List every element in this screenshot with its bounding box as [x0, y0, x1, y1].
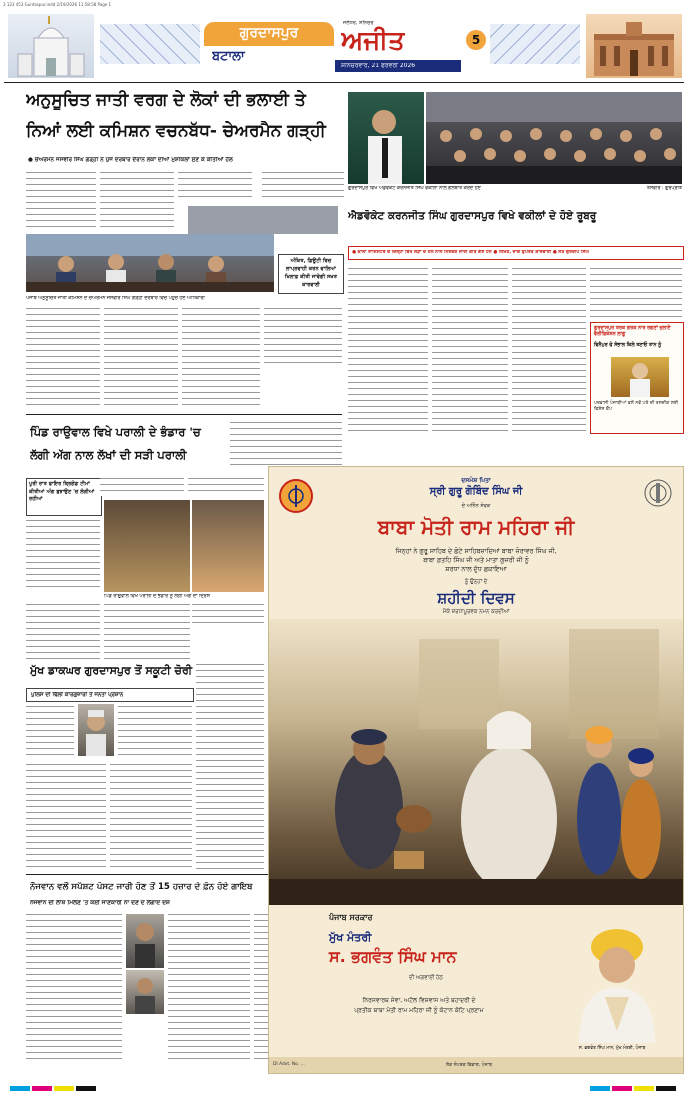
theft-portrait [78, 704, 114, 756]
ad-footer-bar [269, 1057, 683, 1073]
masthead-rule [4, 82, 684, 83]
ad-occasion-intro: ਨੂੰ ਉਨ੍ਹਾਂ ਦੇ [464, 579, 488, 585]
section-rule [26, 414, 342, 415]
youth-body-col2 [168, 912, 250, 1062]
print-slug: 3 123 453 Gurdaspur.indd 2/19/2026 11:58:58 Page 1 [3, 2, 112, 7]
title-block [335, 18, 461, 74]
notice-strip [348, 246, 684, 260]
temple-illustration-left [8, 14, 94, 78]
fire-photo-left [104, 500, 190, 592]
cm-portrait-image [559, 913, 675, 1043]
notice-box-title: ਗੁਰਦਾਸਪੁਰ ਤਰਕ ਗਰਕ ਨਾਰ ਰਗਣਾਂ ਜੁਲਾਏ ਵੈਰੀਫਿਕੇਸ਼ਨ ਲਾਗੂ [594, 326, 671, 338]
ad-occasion-suffix: ਮੌਕੇ ਸ਼ਰਧਾਪੂਰਵਕ ਨਮਨ ਕਰਦੀਆਂ [442, 609, 510, 615]
advocate-photo-left [348, 92, 424, 184]
notice-box-inset-headline: ਵਿਨੈਪੁਰ ਫੇ ਸੰਭਾਲ ਕਿਲੇ ਤਣਾਓ ਤਾਨ ਨੂੰ [594, 343, 662, 348]
ad-closing-line2: ਪ੍ਰਤੀਕ ਬਾਬਾ ਮੋਤੀ ਰਾਮ ਮਹਿਰਾ ਜੀ ਨੂੰ ਕੋਟਾਨ ਕੋਟਿ ਪ੍ਰਣਾਮ [354, 1007, 484, 1014]
fire-kicker-box [26, 478, 102, 516]
youth-subhead: ਨੌਜਵਾਨ ਦੀ ਲਾਸ਼ ਮਿਲਣ 'ਤੇ ਕੋਈ ਜਾਣਕਾਰੀ ਨਾ ਦੇਣ ਦੇ ਲਗਾਏ ਦੋਸ਼ [30, 900, 170, 906]
fire-body-col2 [188, 476, 264, 496]
theft-kicker: ਪੁਲਿਸ ਦੀ ਢਿੱਲੀ ਕਾਰਗੁਜ਼ਾਰੀ ਤੋਂ ਜਨਤਾ ਪ੍ਰੇਸ਼ਾਨ [31, 692, 124, 698]
theft-body-col1 [26, 704, 74, 758]
advocate-caption-right: ਤਸਵੀਰ : ਗੁਰਪ੍ਰੀਤ [646, 186, 682, 191]
theft-body-col6 [110, 762, 192, 870]
ad-painting-image [269, 619, 683, 905]
main-body-col5 [26, 306, 100, 410]
theft-body-col3 [196, 662, 264, 870]
page-number: 5 [471, 33, 481, 47]
main-inset-quote-box [278, 254, 344, 294]
fire-kicker: ਪੂਰੀ ਰਾਤ ਫਾਇਰ ਬ੍ਰਿਗੇਡ ਟੀਮਾਂ ਕੀਤੀਆਂ ਅੱਗ ਬੁਝਾਉਣ 'ਚ ਲੱਗੀਆਂ ਰਹੀਆਂ [29, 481, 95, 502]
youth-photo-2 [126, 970, 164, 1014]
main-headline-line1: ਅਨੁਸੂਚਿਤ ਜਾਤੀ ਵਰਗ ਦੇ ਲੋਕਾਂ ਦੀ ਭਲਾਈ ਤੇ [26, 90, 306, 110]
fire-body-col1 [100, 476, 184, 496]
ad-footer-code: DI Advt. No. ... [273, 1062, 305, 1067]
registration-bar [0, 1078, 687, 1086]
ad-hero-name: ਬਾਬਾ ਮੋਤੀ ਰਾਮ ਮਹਿਰਾ ਜੀ [377, 515, 575, 539]
ad-portrait-caption: ਸ. ਭਗਵੰਤ ਸਿੰਘ ਮਾਨ, ਮੁੱਖ ਮੰਤਰੀ, ਪੰਜਾਬ [578, 1046, 646, 1051]
monument-illustration-right [586, 14, 682, 78]
masthead-paper-title: ਅਜੀਤ [341, 26, 405, 56]
advocate-body-col2 [432, 266, 508, 432]
main-photo [26, 234, 274, 292]
masthead-date: ਸ਼ਨਿਚਰਵਾਰ, 21 ਫਰਵਰੀ 2026 [341, 63, 416, 69]
advocate-photo-right-image [426, 92, 682, 184]
main-body-col1 [26, 170, 96, 228]
youth-body-col1 [26, 912, 122, 1062]
main-body-col3 [178, 170, 252, 200]
ad-painting [269, 619, 683, 905]
ad-tribute-line2: ਬਾਬਾ ਫ਼ਤਹਿ ਸਿੰਘ ਜੀ ਅਤੇ ਮਾਤਾ ਗੁਜਰੀ ਜੀ ਨੂੰ [423, 556, 529, 564]
youth-photo-1-image [126, 914, 164, 968]
main-photo-image [26, 234, 274, 292]
ad-occasion: ਸ਼ਹੀਦੀ ਦਿਵਸ [437, 589, 515, 607]
ad-connector: ਦੇ ਅਨਿੰਨ ਸੇਵਕ [461, 503, 491, 509]
ad-tribute-line1: ਜਿਨ੍ਹਾਂ ਨੇ ਗੁਰੂ ਸਾਹਿਬ ਦੇ ਛੋਟੇ ਸਾਹਿਬਜ਼ਾਦਿਆਂ ਬਾਬਾ ਜ਼ੋਰਾਵਰ ਸਿੰਘ ਜੀ, [395, 547, 557, 555]
fire-body-col5 [26, 602, 100, 660]
masthead [0, 10, 687, 80]
notice-box-photo-image [611, 357, 669, 397]
notice-box [590, 322, 684, 434]
ad-cm-title: ਮੁੱਖ ਮੰਤਰੀ [329, 931, 372, 944]
ad-intro: ਦਸਮੇਸ਼ ਪਿਤਾ [461, 477, 491, 484]
main-body-col6 [104, 306, 178, 410]
ad-tribute-line3: ਸ਼ਰਧਾ ਨਾਲ ਦੁੱਧ ਛਕਾਇਆ [445, 565, 507, 573]
youth-photo-2-image [126, 970, 164, 1014]
ad-footer-dept: ਲੋਕ ਸੰਪਰਕ ਵਿਭਾਗ, ਪੰਜਾਬ [446, 1063, 492, 1068]
notice-box-photo [611, 357, 669, 397]
notice-box-body: ਪਰਵਾਸੀ ਪੰਜਾਬੀਆਂ ਵਲੋਂ ਨਵੇਂ ਪਤੇ ਦੀ ਤਸਦੀਕ ਲਈ ਵਿਸ਼ੇਸ਼ ਕੈਂਪ [594, 401, 679, 413]
youth-headline: ਨੌਜਵਾਨ ਵਲੋਂ ਸਪੱਸ਼ਟ ਪੋਸਟ ਜਾਰੀ ਹੋਣ ਤੋਂ 15 ਹਜ਼ਾਰ ਦੇ ਫ਼ੋਨ ਹੋਏ ਗਾਇਬ [30, 882, 253, 892]
theft-headline: ਮੁੱਖ ਡਾਕਘਰ ਗੁਰਦਾਸਪੁਰ ਤੋਂ ਸਕੂਟੀ ਚੋਰੀ [30, 664, 193, 677]
monument-right-icon [586, 14, 682, 78]
fire-photo-caption: ਪਿੰਡ ਰਾਉਵਾਲ ਵਿਖੇ ਪਰਾਲੀ ਦੇ ਭੰਡਾਰ ਨੂੰ ਲੱਗੀ ਅੱਗ ਦਾ ਦ੍ਰਿਸ਼ [104, 594, 210, 599]
ad-cm-portrait [559, 913, 675, 1043]
advocate-photo-left-image [348, 92, 424, 184]
theft-kicker-band [26, 688, 194, 702]
fire-body-col6 [104, 602, 190, 660]
city-block [204, 22, 334, 72]
ad-guru-name: ਸ੍ਰੀ ਗੁਰੂ ਗੋਬਿੰਦ ਸਿੰਘ ਜੀ [429, 486, 523, 497]
ad-cm-sub: ਦੀ ਅਗਵਾਈ ਹੇਠ [409, 975, 443, 981]
main-body-col7 [182, 306, 260, 410]
page-number-badge [466, 30, 486, 50]
fire-body-col7 [192, 602, 264, 628]
main-body-col4 [262, 170, 344, 200]
fire-photo-right [192, 500, 264, 592]
main-subhead: ● ਚੇਅਰਮੈਨ ਜਸਵੀਰ ਸਿੰਘ ਗੜ੍ਹੀ ਨੇ ਪੁੱਜੇ ਦਰਬਾਰ ਦੌਰਾਨ ਲੋਕਾਂ ਦੀਆਂ ਮੁਸ਼ਕਿਲਾਂ ਸੁਣ ਕੇ ਕੀਤੀਆਂ ਹੱਲ [28, 157, 233, 163]
main-headline-line2: ਨਿਆਂ ਲਈ ਕਮਿਸ਼ਨ ਵਚਨਬੱਧ- ਚੇਅਰਮੈਨ ਗੜ੍ਹੀ [26, 121, 326, 141]
ad-closing-line1: ਨਿਰਸਵਾਰਥ ਸੇਵਾ, ਅਟੱਲ ਵਿਸ਼ਵਾਸ ਅਤੇ ਬਹਾਦਰੀ ਦੇ [362, 997, 476, 1004]
theft-portrait-image [78, 704, 114, 756]
fire-headline-line1: ਪਿੰਡ ਰਾਉਵਾਲ ਵਿਖੇ ਪਰਾਲੀ ਦੇ ਭੰਡਾਰ 'ਚ [30, 425, 201, 439]
main-body-col2 [100, 170, 174, 228]
fire-body-col3 [26, 518, 100, 588]
ad-govt: ਪੰਜਾਬ ਸਰਕਾਰ [329, 913, 373, 922]
main-photo-caption: ਪੰਜਾਬ ਅਨੁਸੂਚਿਤ ਜਾਤੀ ਕਮਿਸ਼ਨ ਦੇ ਚੇਅਰਮੈਨ ਜਸਵੀਰ ਸਿੰਘ ਗੜ੍ਹੀ ਦਰਬਾਰ ਵਿਚ ਪਹੁੰਚੇ ਹੋਏ ਅਧਿਕਾਰੀ [26, 296, 205, 301]
advocate-headline: ਐਡਵੋਕੇਟ ਕਰਨਜੀਤ ਸਿੰਘ ਗੁਰਦਾਸਪੁਰ ਵਿਖੇ ਵਕੀਲਾਂ ਦੇ ਹੋਏ ਰੂਬਰੂ [348, 210, 597, 222]
advocate-body-col3 [512, 266, 586, 432]
masthead-tagline: ਜਲੰਧਰ, ਸ਼ਨਿਚਰ [343, 20, 374, 26]
advertisement [268, 466, 684, 1074]
main-inset-quote: ਅੰਕਿਤ, ਡਿਊਟੀ ਵਿਚ ਲਾਪ੍ਰਵਾਹੀ ਕਰਨ ਵਾਲਿਆਂ ਖ਼ਿਲਾਫ਼ ਕੀਤੀ ਜਾਵੇਗੀ ਸਖ਼ਤ ਕਾਰਵਾਈ [284, 258, 338, 288]
masthead-pattern-left [100, 24, 200, 64]
masthead-pattern-right [490, 24, 580, 64]
masthead-city: ਗੁਰਦਾਸਪੁਰ [239, 25, 299, 41]
advocate-body-col1 [348, 266, 428, 432]
fire-body-right [230, 420, 342, 468]
advocate-body-col4 [590, 266, 682, 320]
advocate-caption-left: ਗੁਰਦਾਸਪੁਰ ਵਿਖੇ ਐਡਵੋਕੇਟ ਕਰਨਜੀਤ ਸਿੰਘ ਵਕੀਲਾਂ ਨਾਲ ਗੱਲਬਾਤ ਕਰਦੇ ਹੋਏ [348, 186, 481, 191]
ad-cm-name: ਸ. ਭਗਵੰਤ ਸਿੰਘ ਮਾਨ [329, 947, 457, 966]
youth-photo-1 [126, 914, 164, 968]
main-body-col8 [264, 306, 342, 366]
registration-marks-icon [0, 1085, 687, 1093]
notice-strip-text: ● ਕਾਲਾ ਰਾਜਿਸਟਰ ਦੇ ਜ਼ਿਲ੍ਹਾ ਵਿਖੇ ਲੋੜਾਂ ਦੇ ਹੱਲ ਨਾਲ ਨਿਰਦੇਸ਼ ਜਾਰੀ ਕੀਤੇ ਗਏ ਹਨ ● ਲਿਖਤ, ਜਾਂਚ ਉਪਰੰਤ ਕਾਰਵਾਈ ● ਸਤ ਗੁਰਦੀਪ ਸਿੰਘ [352, 250, 589, 255]
fire-headline-line2: ਲੱਗੀ ਅੱਗ ਨਾਲ ਲੱਖਾਂ ਦੀ ਸੜੀ ਪਰਾਲੀ [30, 448, 187, 462]
theft-body-col5 [26, 762, 106, 870]
theft-body-col2 [118, 704, 192, 758]
temple-left-icon [8, 14, 94, 78]
masthead-sub-city: ਬਟਾਲਾ [212, 49, 245, 64]
main-photo-inset [188, 206, 338, 234]
advocate-photo-right [426, 92, 682, 184]
